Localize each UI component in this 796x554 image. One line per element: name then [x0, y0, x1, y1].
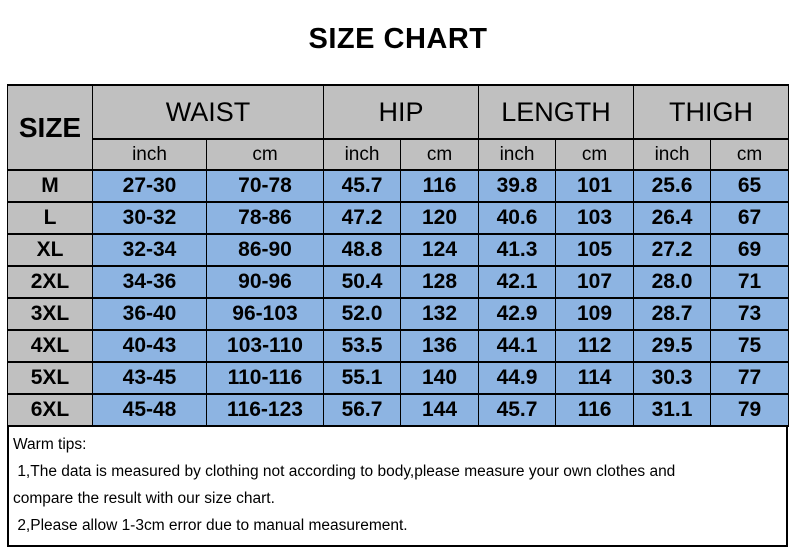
value-cell: 79 — [711, 394, 789, 426]
value-cell: 107 — [556, 266, 634, 298]
value-cell: 90-96 — [207, 266, 324, 298]
value-cell: 101 — [556, 170, 634, 202]
value-cell: 67 — [711, 202, 789, 234]
value-cell: 136 — [401, 330, 479, 362]
value-cell: 45-48 — [93, 394, 207, 426]
unit-header-row — [8, 139, 789, 170]
value-cell: 132 — [401, 298, 479, 330]
column-header-waist: WAIST — [93, 85, 324, 139]
value-cell: 41.3 — [479, 234, 556, 266]
value-cell: 27.2 — [634, 234, 711, 266]
value-cell: 77 — [711, 362, 789, 394]
size-table — [7, 84, 789, 427]
size-label: 5XL — [8, 362, 93, 394]
value-cell: 116-123 — [207, 394, 324, 426]
value-cell: 30.3 — [634, 362, 711, 394]
unit-header-thigh-inch: inch — [634, 139, 711, 170]
value-cell: 40.6 — [479, 202, 556, 234]
value-cell: 53.5 — [324, 330, 401, 362]
value-cell: 44.9 — [479, 362, 556, 394]
size-label: L — [8, 202, 93, 234]
column-header-length: LENGTH — [479, 85, 634, 139]
value-cell: 52.0 — [324, 298, 401, 330]
size-label: XL — [8, 234, 93, 266]
value-cell: 45.7 — [479, 394, 556, 426]
table-row — [8, 298, 789, 330]
unit-header-waist-cm: cm — [207, 139, 324, 170]
group-header-row — [8, 85, 789, 139]
value-cell: 112 — [556, 330, 634, 362]
size-label: M — [8, 170, 93, 202]
value-cell: 96-103 — [207, 298, 324, 330]
value-cell: 28.0 — [634, 266, 711, 298]
value-cell: 25.6 — [634, 170, 711, 202]
warm-tip-line: 2,Please allow 1-3cm error due to manual measurement. — [13, 517, 408, 534]
unit-header-hip-inch: inch — [324, 139, 401, 170]
value-cell: 42.1 — [479, 266, 556, 298]
value-cell: 128 — [401, 266, 479, 298]
value-cell: 50.4 — [324, 266, 401, 298]
warm-tip-line: compare the result with our size chart. — [13, 490, 275, 507]
warm-tip-line: Warm tips: — [13, 436, 87, 453]
value-cell: 124 — [401, 234, 479, 266]
value-cell: 65 — [711, 170, 789, 202]
unit-header-length-inch: inch — [479, 139, 556, 170]
value-cell: 44.1 — [479, 330, 556, 362]
value-cell: 73 — [711, 298, 789, 330]
table-row — [8, 234, 789, 266]
value-cell: 120 — [401, 202, 479, 234]
size-table-container — [7, 84, 788, 427]
value-cell: 30-32 — [93, 202, 207, 234]
value-cell: 27-30 — [93, 170, 207, 202]
value-cell: 45.7 — [324, 170, 401, 202]
size-label: 6XL — [8, 394, 93, 426]
value-cell: 40-43 — [93, 330, 207, 362]
value-cell: 116 — [556, 394, 634, 426]
value-cell: 78-86 — [207, 202, 324, 234]
value-cell: 26.4 — [634, 202, 711, 234]
size-label: 4XL — [8, 330, 93, 362]
value-cell: 70-78 — [207, 170, 324, 202]
value-cell: 55.1 — [324, 362, 401, 394]
value-cell: 43-45 — [93, 362, 207, 394]
size-table-header — [8, 85, 789, 170]
size-label: 2XL — [8, 266, 93, 298]
unit-header-thigh-cm: cm — [711, 139, 789, 170]
value-cell: 109 — [556, 298, 634, 330]
size-label: 3XL — [8, 298, 93, 330]
value-cell: 103-110 — [207, 330, 324, 362]
warm-tip-line: 1,The data is measured by clothing not according to body,please measure your own clothes and — [13, 463, 676, 480]
value-cell: 103 — [556, 202, 634, 234]
value-cell: 31.1 — [634, 394, 711, 426]
unit-header-length-cm: cm — [556, 139, 634, 170]
value-cell: 110-116 — [207, 362, 324, 394]
column-header-thigh: THIGH — [634, 85, 789, 139]
value-cell: 116 — [401, 170, 479, 202]
table-row — [8, 170, 789, 202]
value-cell: 42.9 — [479, 298, 556, 330]
value-cell: 71 — [711, 266, 789, 298]
value-cell: 28.7 — [634, 298, 711, 330]
value-cell: 32-34 — [93, 234, 207, 266]
value-cell: 86-90 — [207, 234, 324, 266]
value-cell: 47.2 — [324, 202, 401, 234]
value-cell: 29.5 — [634, 330, 711, 362]
value-cell: 114 — [556, 362, 634, 394]
unit-header-waist-inch: inch — [93, 139, 207, 170]
table-row — [8, 394, 789, 426]
value-cell: 39.8 — [479, 170, 556, 202]
table-row — [8, 330, 789, 362]
page-title: SIZE CHART — [308, 23, 488, 55]
value-cell: 140 — [401, 362, 479, 394]
value-cell: 56.7 — [324, 394, 401, 426]
value-cell: 36-40 — [93, 298, 207, 330]
column-header-hip: HIP — [324, 85, 479, 139]
table-row — [8, 202, 789, 234]
value-cell: 144 — [401, 394, 479, 426]
value-cell: 105 — [556, 234, 634, 266]
column-header-size: SIZE — [8, 85, 93, 170]
table-row — [8, 266, 789, 298]
value-cell: 69 — [711, 234, 789, 266]
warm-tips-box — [7, 427, 788, 547]
value-cell: 75 — [711, 330, 789, 362]
value-cell: 34-36 — [93, 266, 207, 298]
value-cell: 48.8 — [324, 234, 401, 266]
table-row — [8, 362, 789, 394]
unit-header-hip-cm: cm — [401, 139, 479, 170]
size-table-body — [8, 170, 789, 426]
